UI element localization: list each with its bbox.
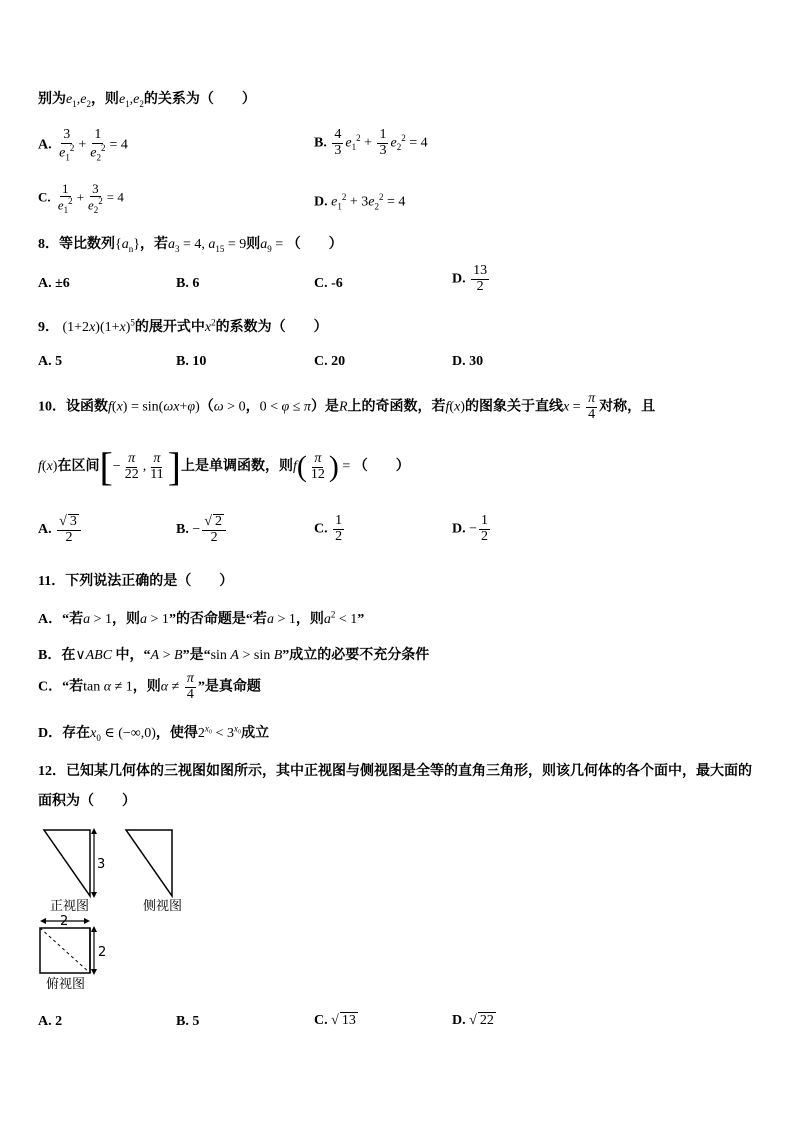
- q7-option-a[interactable]: A. $\frac{3}{e_1^2}$ + $\frac{1}{e_2^2}$ = 4: [38, 127, 128, 163]
- q10-option-b[interactable]: B. − $\frac{√ 2}{2}$: [176, 514, 228, 545]
- side-view: [126, 830, 172, 896]
- height-dim-label: 3: [97, 857, 106, 872]
- q11-option-b[interactable]: B．在∨ABC 中，“A > B”是“sin A > sin B”成立的必要不充分条件: [38, 648, 430, 663]
- q9-option-a[interactable]: [38, 354, 62, 370]
- q9-option-c[interactable]: [314, 354, 345, 370]
- option-text: 6: [192, 276, 200, 291]
- option-label: C.: [314, 276, 328, 291]
- q10-stem-line1: 10．设函数f(x) = sin(ωx+φ)（ω > 0，0 < φ ≤ π）是R上的奇函数，若f(x)的图象关于直线x = $\frac{\pi}{4}$ 对称，且: [38, 391, 656, 422]
- q10-stem-line2: f(x)在区间[− $\frac{\pi}{22}$ , $\frac{\pi}{11}$ ]上是单调函数，则f( $\frac{\pi}{12}$ ) = （ ）: [38, 444, 410, 489]
- q7-stem: 别为$e_1,e_2$，则$e_1,e_2$的关系为（ ）: [38, 92, 256, 109]
- three-view-figure: [36, 826, 196, 996]
- q12-option-d[interactable]: D. √ 22: [452, 1013, 494, 1028]
- option-label: C.: [314, 1013, 328, 1028]
- top-view: [40, 918, 97, 975]
- option-text: 5: [192, 1014, 200, 1029]
- option-text: 5: [55, 354, 63, 369]
- option-label: C.: [314, 354, 328, 369]
- option-label: D.: [452, 1013, 466, 1028]
- q8-option-c[interactable]: [314, 276, 343, 292]
- option-label: D.: [314, 194, 328, 210]
- option-label: B.: [176, 276, 189, 291]
- q9-option-b[interactable]: [176, 354, 206, 370]
- top-view-label: 俯视图: [46, 977, 86, 992]
- option-text: -6: [331, 276, 343, 291]
- q12-option-b[interactable]: [176, 1014, 199, 1030]
- q8-stem: 8．等比数列$\{a_n\}$，若$a_3 = 4$, $a_{15} = 9$则$a_9$ = （ ）: [38, 237, 343, 254]
- q11-option-a[interactable]: A．“若a > 1，则a > 1”的否命题是“若a > 1，则$a^2 < 1$”: [38, 609, 365, 627]
- q9-stem: 9． $(1+2x)(1+x)^5$的展开式中$x^2$的系数为（ ）: [38, 317, 328, 335]
- option-label: A.: [38, 354, 52, 369]
- q12-stem-line1: 12．已知某几何体的三视图如图所示，其中正视图与侧视图是全等的直角三角形，则该几何体的各个面中，最大面的: [38, 764, 752, 779]
- option-label: D.: [452, 354, 466, 369]
- front-view: [44, 828, 105, 898]
- option-label: A.: [38, 1014, 52, 1029]
- q8-option-d[interactable]: D. $\frac{13}{2}$: [452, 263, 488, 294]
- q12-option-c[interactable]: C. √ 13: [314, 1013, 356, 1028]
- q10-option-d[interactable]: D. − $\frac{1}{2}$: [452, 513, 489, 544]
- q7-option-d[interactable]: D. $e_1^2 + 3e_2^2 = 4$: [314, 192, 406, 212]
- front-view-label: 正视图: [50, 899, 90, 914]
- depth-dim-label: 2: [98, 945, 107, 960]
- q11-option-c[interactable]: C．“若tan α ≠ 1，则α ≠ $\frac{\pi}{4}$ ”是真命题: [38, 671, 261, 702]
- q7-option-c[interactable]: C. $\frac{1}{e_1^2}$ + $\frac{3}{e_2^2}$ = 4: [38, 181, 124, 215]
- option-label: A.: [38, 276, 52, 291]
- option-label: A.: [38, 137, 52, 153]
- option-label: D.: [452, 521, 466, 537]
- option-label: B.: [314, 135, 327, 151]
- side-view-label: 侧视图: [143, 899, 183, 914]
- option-label: D.: [452, 271, 466, 287]
- option-text: 10: [192, 354, 207, 369]
- option-label: A.: [38, 521, 52, 537]
- option-text: 30: [469, 354, 484, 369]
- q9-option-d[interactable]: [452, 354, 483, 370]
- option-label: C.: [314, 521, 328, 537]
- q12-option-a[interactable]: [38, 1014, 62, 1030]
- option-text: ±6: [55, 276, 70, 291]
- q11-option-d[interactable]: D．存在$x_0$ ∈ (−∞,0)，使得$2^{x_0} < 3^{x_0}$成立: [38, 723, 270, 743]
- option-label: B.: [176, 521, 189, 537]
- q8-option-a[interactable]: [38, 276, 70, 292]
- option-text: 2: [55, 1014, 63, 1029]
- q7-option-b[interactable]: B. $\frac{4}{3}$ $e_1^2$ + $\frac{1}{3}$ $e_2^2 = 4$: [314, 127, 428, 158]
- option-label: B.: [176, 1014, 189, 1029]
- q11-stem: 11．下列说法正确的是（ ）: [38, 574, 234, 589]
- option-label: C.: [38, 189, 51, 205]
- width-dim-label: 2: [60, 914, 69, 929]
- option-label: B.: [176, 354, 189, 369]
- q8-option-b[interactable]: [176, 276, 199, 292]
- q12-stem-line2: 面积为（ ）: [38, 794, 136, 809]
- option-text: 20: [331, 354, 346, 369]
- q10-option-a[interactable]: A. $\frac{√ 3}{2}$: [38, 514, 83, 545]
- q10-option-c[interactable]: C. $\frac{1}{2}$: [314, 513, 343, 544]
